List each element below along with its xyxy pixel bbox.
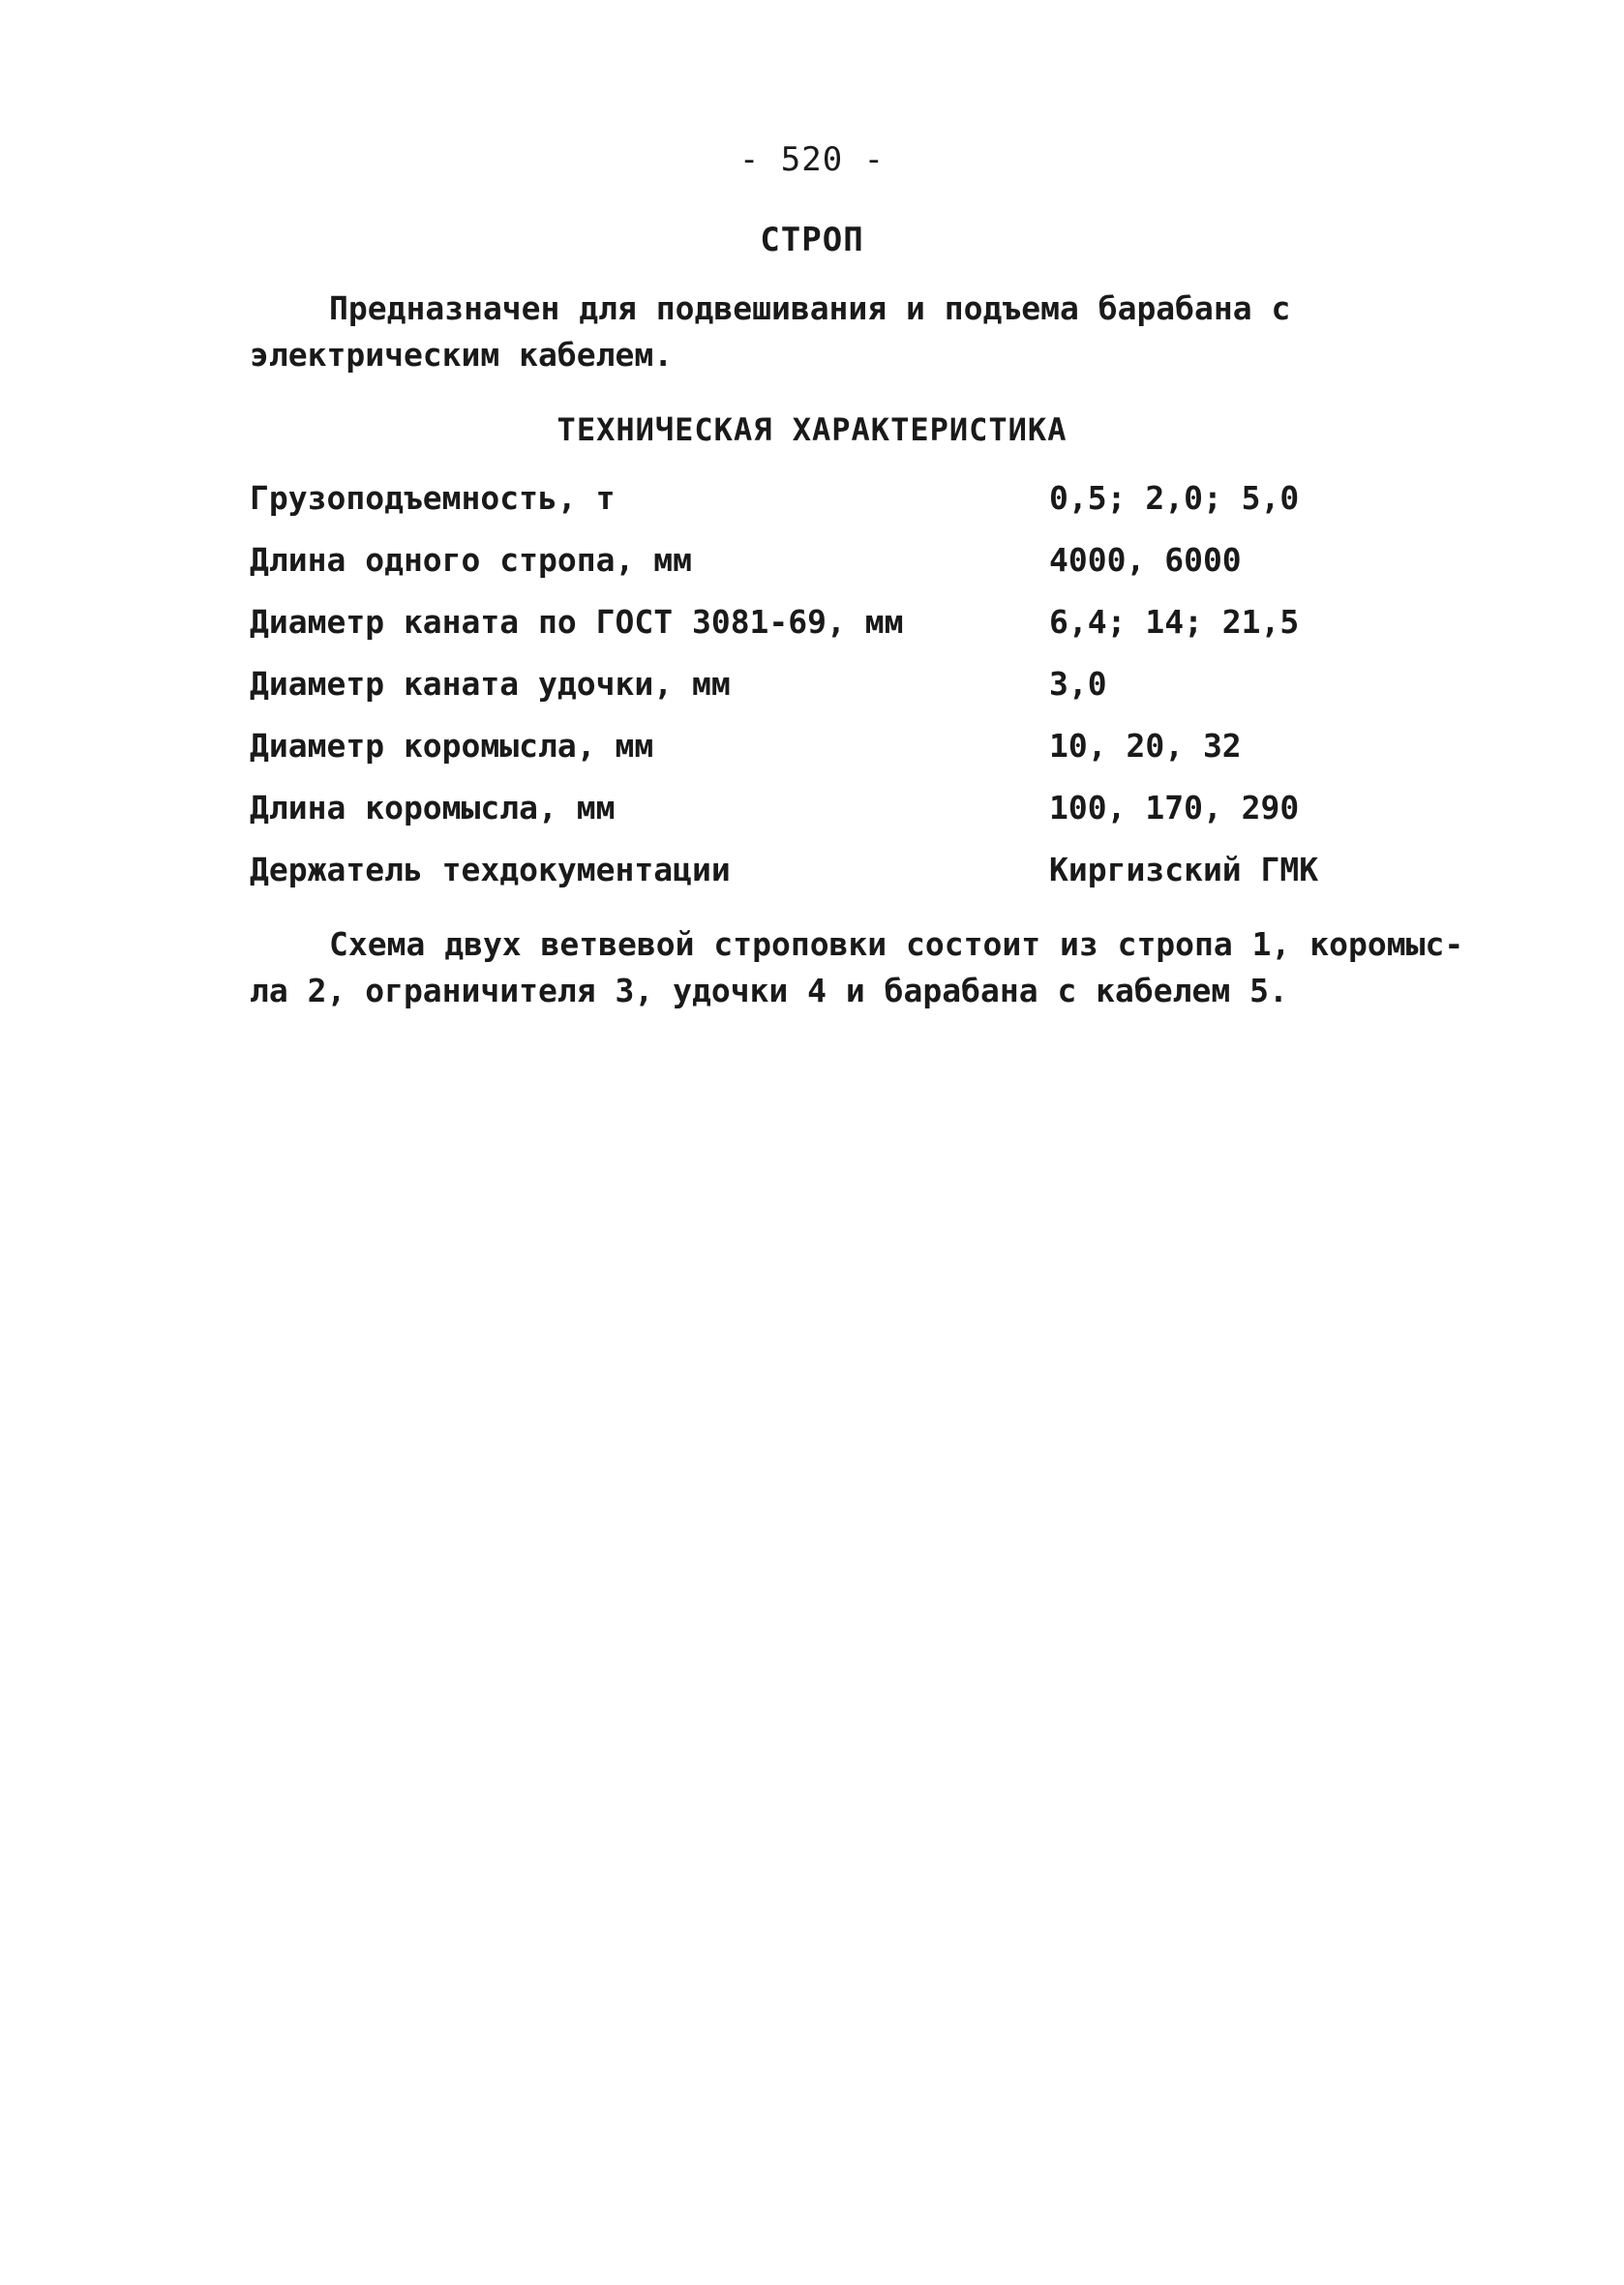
intro-line-1: Предназначен для подвешивания и подъема барабана с <box>329 289 1291 327</box>
spec-row <box>250 776 1411 838</box>
document-title: СТРОП <box>760 221 864 259</box>
spec-label: Грузоподъемность, т <box>250 478 616 517</box>
spec-value: Киргизский ГМК <box>1049 850 1319 888</box>
spec-row <box>250 528 1411 590</box>
section-heading: ТЕХНИЧЕСКАЯ ХАРАКТЕРИСТИКА <box>556 411 1068 448</box>
spec-value: 10, 20, 32 <box>1049 726 1242 765</box>
spec-row <box>250 652 1411 714</box>
intro-paragraph <box>250 286 1469 378</box>
spec-label: Диаметр коромысла, мм <box>250 726 654 765</box>
page-number: - 520 - <box>738 140 886 179</box>
spec-table <box>250 466 1411 900</box>
spec-row <box>250 714 1411 776</box>
spec-label: Диаметр каната удочки, мм <box>250 664 731 703</box>
closing-paragraph <box>250 921 1498 1014</box>
spec-label: Держатель техдокументации <box>250 850 731 888</box>
spec-row <box>250 466 1411 528</box>
spec-row <box>250 838 1411 900</box>
spec-value: 6,4; 14; 21,5 <box>1049 602 1300 641</box>
spec-label: Длина одного стропа, мм <box>250 540 692 579</box>
spec-row <box>250 590 1411 652</box>
intro-line-2: электрическим кабелем. <box>250 336 674 374</box>
closing-line-1: Схема двух ветвевой строповки состоит из стропа 1, коромыс- <box>329 925 1464 963</box>
spec-value: 100, 170, 290 <box>1049 788 1300 827</box>
spec-value: 4000, 6000 <box>1049 540 1242 579</box>
closing-line-2: ла 2, ограничителя 3, удочки 4 и барабана с кабелем 5. <box>250 972 1288 1009</box>
spec-label: Диаметр каната по ГОСТ 3081-69, мм <box>250 602 904 641</box>
spec-value: 0,5; 2,0; 5,0 <box>1049 478 1300 517</box>
spec-label: Длина коромысла, мм <box>250 788 616 827</box>
spec-value: 3,0 <box>1049 664 1107 703</box>
